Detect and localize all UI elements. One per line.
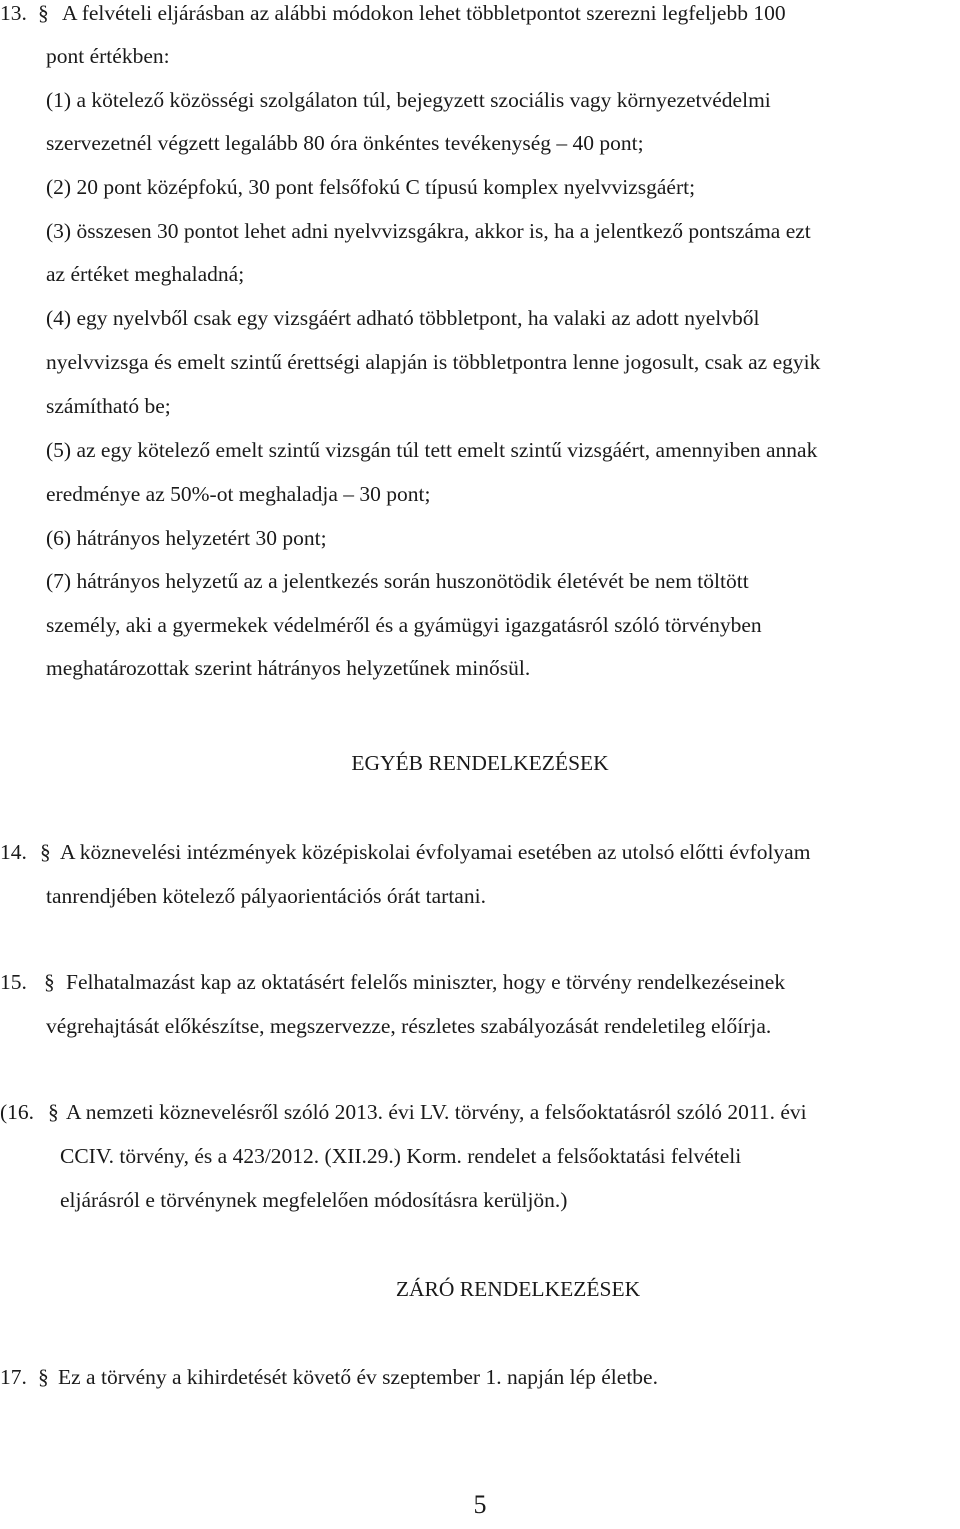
section-13-line: (5) az egy kötelező emelt szintű vizsgán túl tett emelt szintű vizsgáért, amennyiben annak [46,438,818,462]
section-13-line: (1) a kötelező közösségi szolgálaton túl, bejegyzett szociális vagy környezetvédelmi [46,88,771,112]
page-number: 5 [473,1490,487,1519]
section-13-line: számítható be; [46,394,171,418]
section-16-line: eljárásról e törvénynek megfelelően módosításra kerüljön.) [60,1188,568,1212]
section-13-line: szervezetnél végzett legalább 80 óra önkéntes tevékenység – 40 pont; [46,131,644,155]
section-15-line: végrehajtását előkészítse, megszervezze, részletes szabályozását rendeletileg előírja. [46,1014,772,1038]
section-number: 15. [0,970,27,994]
section-13-line: pont értékben: [46,44,170,68]
section-13-line: (4) egy nyelvből csak egy vizsgáért adható többletpont, ha valaki az adott nyelvből [46,306,760,330]
section-number: 14. [0,840,27,864]
paragraph-sign: § [38,1365,49,1389]
section-13-line: meghatározottak szerint hátrányos helyzetűnek minősül. [46,656,531,680]
paragraph-sign: § [40,840,51,864]
section-heading-other-provisions: EGYÉB RENDELKEZÉSEK [351,751,609,775]
section-14-line: tanrendjében kötelező pályaorientációs órát tartani. [46,884,486,908]
paragraph-sign: § [44,970,55,994]
section-15-line: Felhatalmazást kap az oktatásért felelős miniszter, hogy e törvény rendelkezéseinek [66,970,786,994]
section-13-line: (7) hátrányos helyzetű az a jelentkezés során huszonötödik életévét be nem töltött [46,569,749,593]
section-13-line: az értéket meghaladná; [46,262,245,286]
section-13-line: személy, aki a gyermekek védelméről és a gyámügyi igazgatásról szóló törvényben [46,613,762,637]
section-heading-final-provisions: ZÁRÓ RENDELKEZÉSEK [395,1277,641,1301]
section-17-line: Ez a törvény a kihirdetését követő év szeptember 1. napján lép életbe. [58,1365,658,1389]
paragraph-sign: § [38,1,49,25]
section-13-line: (2) 20 pont középfokú, 30 pont felsőfokú C típusú komplex nyelvvizsgáért; [46,175,696,199]
section-13-line: (3) összesen 30 pontot lehet adni nyelvvizsgákra, akkor is, ha a jelentkező pontszáma ezt [46,219,811,243]
section-13-line: (6) hátrányos helyzetért 30 pont; [46,526,327,550]
paragraph-sign: § [48,1100,59,1124]
section-16-line: CCIV. törvény, és a 423/2012. (XII.29.) Korm. rendelet a felsőoktatási felvételi [60,1144,742,1168]
section-13-line: A felvételi eljárásban az alábbi módokon lehet többletpontot szerezni legfeljebb 100 [62,1,786,25]
section-14-line: A köznevelési intézmények középiskolai évfolyamai esetében az utolsó előtti évfolyam [60,840,811,864]
section-13-line: eredménye az 50%-ot meghaladja – 30 pont; [46,482,431,506]
section-number: (16. [0,1100,35,1124]
section-13-line: nyelvvizsga és emelt szintű érettségi alapján is többletpontra lenne jogosult, csak az egyik [46,350,821,374]
section-16-line: A nemzeti köznevelésről szóló 2013. évi LV. törvény, a felsőoktatásról szóló 2011. évi [66,1100,807,1124]
section-number: 13. [0,1,27,25]
section-number: 17. [0,1365,27,1389]
